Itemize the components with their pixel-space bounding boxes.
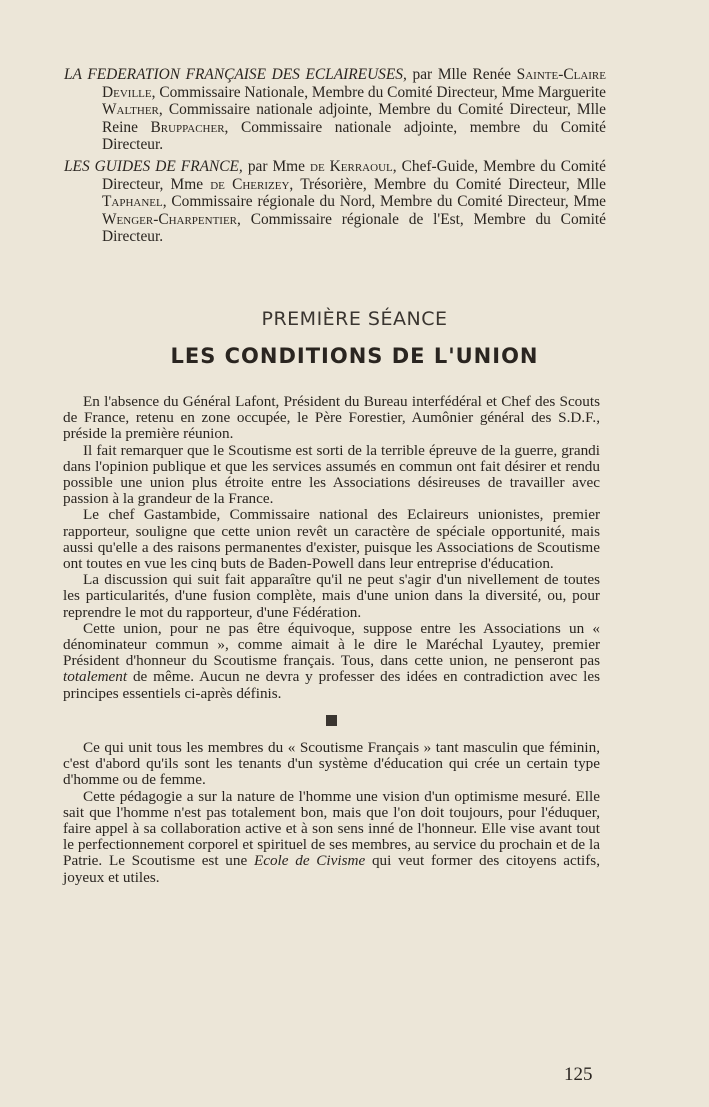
paragraph	[63, 740, 600, 789]
paragraph	[63, 507, 600, 572]
text-run: de même. Aucun ne devra y professer des idées en contradiction avec les principes essentiels ci-après définis.	[63, 668, 600, 702]
text-run: , Trésorière, Membre du Comité Directeur, Mlle	[289, 175, 606, 193]
person-name: Sainte-Claire Deville	[102, 66, 606, 101]
paragraph	[63, 394, 600, 443]
paragraph-group	[63, 740, 600, 886]
person-name: Walther	[102, 101, 159, 119]
text-run: par Mlle Renée	[412, 66, 517, 83]
text-run: La discussion qui suit fait apparaître qu'il ne peut s'agir d'un nivellement de toutes les particularités, d'une fusion complète, mais d'une union dans la diversité, ou, pour reprendre le mot du rapporteur, d'une Fédération.	[63, 571, 600, 621]
text-run: Ce qui unit tous les membres du « Scoutisme Français » tant masculin que féminin, c'est d'abord qu'ils sont les tenants d'un système d'éducation qui crée un certain type d'homme ou de femme.	[63, 739, 600, 789]
paragraph	[63, 572, 600, 621]
section-separator	[63, 714, 600, 730]
person-name: Taphanel	[102, 193, 163, 211]
paragraph	[63, 789, 600, 886]
emphasis-text: totalement	[63, 668, 128, 686]
text-run: , Commissaire régionale de l'Est, Membre du Comité Directeur.	[102, 210, 606, 246]
paragraph	[63, 443, 600, 508]
organization-name: LES GUIDES DE FRANCE,	[64, 157, 243, 175]
text-run: , Chef-Guide, Membre du Comité Directeur, Mme	[102, 157, 607, 193]
person-name: de Kerraoul	[310, 157, 393, 175]
paragraph	[63, 621, 600, 702]
emphasis-text: Ecole de Civisme	[253, 852, 366, 870]
text-run: Cette pédagogie a sur la nature de l'homme une vision d'un optimisme mesuré. Elle sait que l'homme n'est pas totalement bon, mais que l'on doit toujours, pour l'éduquer, faire appel à sa collaboration active et à son sens inné de l'honneur. Elle vise avant tout le perfectionnement corporel et spirituel de ses membres, au service du prochain et de la Patrie. Le Scoutisme est une	[63, 787, 600, 870]
organization-name: LA FEDERATION FRANÇAISE DES ECLAIREUSES,	[64, 66, 407, 83]
text-run: En l'absence du Général Lafont, Président du Bureau interfédéral et Chef des Scouts de France, retenu en zone occupée, le Père Forestier, Aumônier général des S.D.F., préside la première réunion.	[63, 393, 600, 443]
text-run: Le chef Gastambide, Commissaire national des Eclaireurs unionistes, premier rapporteur, souligne que cette union revêt un caractère de spéciale opportunité, mais aussi qu'elle a des raisons permanentes d'exister, puisque les Associations de Scoutisme ont toutes en vue les cinq buts de Baden-Powell dans leur entreprise d'éducation.	[63, 506, 600, 573]
text-run: , Commissaire Nationale, Membre du Comité Directeur, Mme Marguerite	[151, 83, 606, 101]
text-run: Cette union, pour ne pas être équivoque, suppose entre les Associations un « dénominateur commun », comme aimait à le dire le Maréchal Lyautey, premier Président d'honneur du Scoutisme français. Tous, dans cette union, ne penseront pas	[63, 619, 600, 670]
text-run: par Mme	[247, 157, 310, 175]
person-name: Bruppacher	[150, 118, 225, 136]
text-run: , Commissaire régionale du Nord, Membre du Comité Directeur, Mme	[162, 193, 606, 211]
person-name: de Cherizey	[210, 175, 290, 193]
square-ornament-icon	[326, 715, 337, 726]
body-text	[63, 394, 600, 886]
paragraph-group	[63, 394, 600, 702]
delegation-entry	[64, 66, 606, 154]
text-run: , Commissaire nationale adjointe, membre du Comité Directeur.	[102, 118, 607, 154]
person-name: Wenger-Charpentier	[102, 210, 238, 228]
section-heading: LES CONDITIONS DE L'UNION	[170, 344, 539, 368]
text-run: Il fait remarquer que le Scoutisme est sorti de la terrible épreuve de la guerre, grandi dans l'opinion publique et que les services assumés en commun ont fait désirer et rendu possible une union plus étroite entre les Associations désireuses de travailler avec passion à la grandeur de la France.	[63, 441, 600, 508]
page-number: 125	[564, 1064, 593, 1085]
session-title: PREMIÈRE SÉANCE	[261, 308, 448, 330]
delegation-entry	[64, 158, 606, 246]
text-run: , Commissaire nationale adjointe, Membre du Comité Directeur, Mlle Reine	[102, 101, 606, 136]
delegation-list	[64, 66, 606, 250]
text-run: qui veut former des citoyens actifs, joyeux et utiles.	[63, 852, 600, 886]
